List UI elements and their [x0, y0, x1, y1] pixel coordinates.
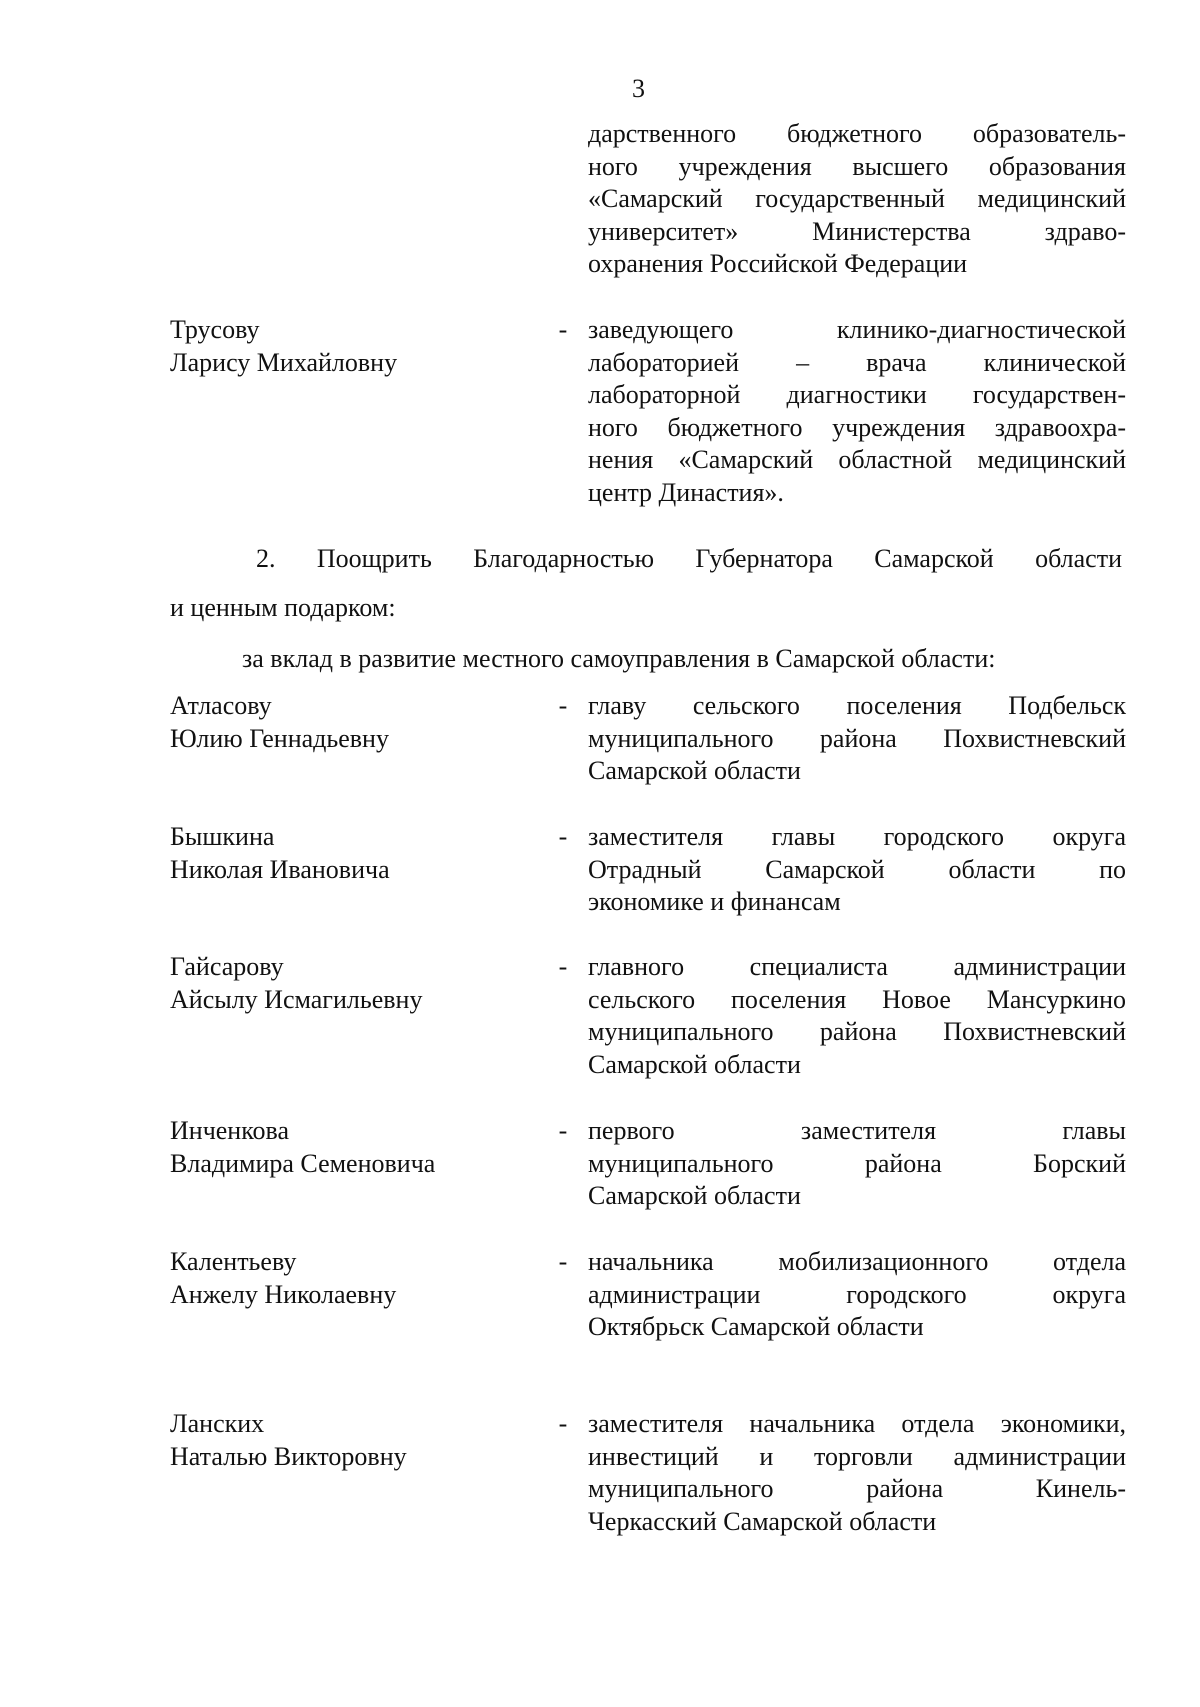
description-line: заведующего клинико-диагностической [588, 315, 1126, 344]
entry-description [588, 1115, 1126, 1213]
person-name [170, 821, 530, 886]
entry-dash: - [558, 315, 568, 344]
person-name [170, 1408, 530, 1473]
description-line: главного специалиста администрации [588, 952, 1126, 981]
description-line: лабораторией – врача клинической [588, 347, 1126, 377]
section-2-subheading: за вклад в развитие местного самоуправления в Самарской области: [242, 644, 996, 673]
entry-description [588, 1246, 1126, 1344]
section-2-heading: 2. Поощрить Благодарностью Губернатора Самарской области [256, 544, 1122, 573]
section-2-heading-continuation: и ценным подарком: [170, 593, 396, 622]
person-given-name: Николая Ивановича [170, 854, 390, 884]
description-line: муниципального района Борский [588, 1148, 1126, 1178]
description-line: Отрадный Самарской области по [588, 854, 1126, 884]
person-name [170, 951, 530, 1016]
entry-dash: - [558, 1409, 568, 1438]
description-line: охранения Российской Федерации [588, 249, 968, 278]
person-surname: Ланских [170, 1409, 265, 1438]
continuation-description [588, 118, 1126, 281]
description-line: «Самарский государственный медицинский [588, 184, 1126, 213]
description-line: инвестиций и торговли администрации [588, 1441, 1126, 1471]
description-line: Самарской области [588, 1181, 801, 1210]
description-line: муниципального района Похвистневский [588, 723, 1126, 753]
person-name [170, 690, 530, 755]
description-line: дарственного бюджетного образователь- [588, 119, 1126, 148]
description-line: первого заместителя главы [588, 1116, 1126, 1145]
description-line: начальника мобилизационного отдела [588, 1247, 1126, 1276]
description-line: нения «Самарский областной медицинский [588, 445, 1126, 474]
description-line: сельского поселения Новое Мансуркино [588, 984, 1126, 1014]
description-line: университет» Министерства здраво- [588, 216, 1126, 246]
person-given-name: Анжелу Николаевну [170, 1279, 397, 1309]
description-line: Самарской области [588, 1049, 801, 1079]
person-name [170, 1115, 530, 1180]
person-given-name: Ларису Михайловну [170, 347, 398, 377]
person-given-name: Владимира Семеновича [170, 1148, 436, 1178]
description-line: муниципального района Кинель- [588, 1474, 1126, 1503]
description-line: администрации городского округа [588, 1279, 1126, 1309]
entry-description [588, 690, 1126, 788]
description-line: экономике и финансам [588, 887, 841, 916]
person-surname: Трусову [170, 315, 260, 344]
description-line: Октябрьск Самарской области [588, 1312, 924, 1341]
person-surname: Атласову [170, 691, 272, 720]
description-line: ного учреждения высшего образования [588, 151, 1126, 181]
person-given-name: Юлию Геннадьевну [170, 723, 389, 753]
description-line: главу сельского поселения Подбельск [588, 691, 1126, 720]
entry-description [588, 314, 1126, 509]
person-name [170, 314, 530, 379]
page-number: 3 [632, 74, 645, 103]
person-surname: Калентьеву [170, 1247, 297, 1276]
person-surname: Инченкова [170, 1116, 290, 1145]
description-line: центр Династия». [588, 477, 784, 507]
description-line: Черкасский Самарской области [588, 1506, 937, 1536]
entry-dash: - [558, 952, 568, 981]
description-line: заместителя главы городского округа [588, 822, 1126, 851]
entry-description [588, 1408, 1126, 1538]
person-surname: Гайсарову [170, 952, 284, 981]
entry-description [588, 951, 1126, 1081]
entry-dash: - [558, 1247, 568, 1276]
person-given-name: Наталью Викторовну [170, 1441, 407, 1471]
entry-dash: - [558, 691, 568, 720]
person-name [170, 1246, 530, 1311]
description-line: заместителя начальника отдела экономики, [588, 1409, 1126, 1438]
person-given-name: Айсылу Исмагильевну [170, 984, 423, 1014]
description-line: Самарской области [588, 756, 801, 785]
entry-dash: - [558, 822, 568, 851]
entry-dash: - [558, 1116, 568, 1145]
description-line: ного бюджетного учреждения здравоохра- [588, 412, 1126, 442]
entry-description [588, 821, 1126, 919]
description-line: муниципального района Похвистневский [588, 1017, 1126, 1046]
description-line: лабораторной диагностики государствен- [588, 380, 1126, 409]
person-surname: Бышкина [170, 822, 275, 851]
